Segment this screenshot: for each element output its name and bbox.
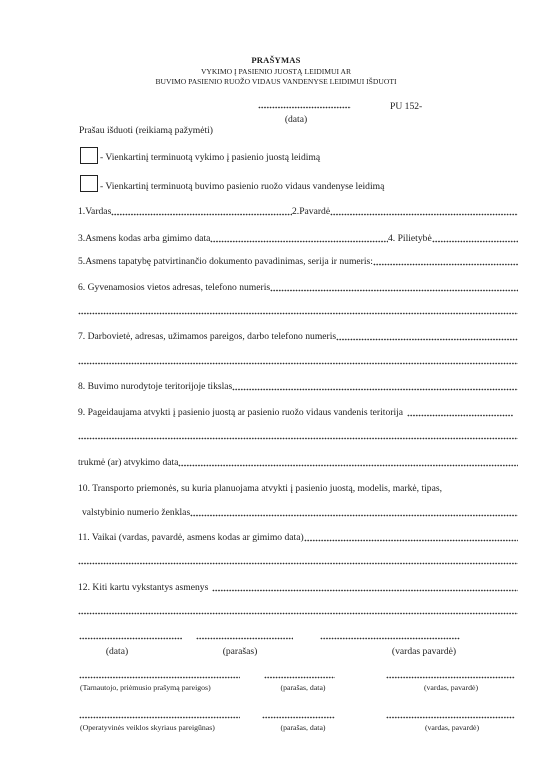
address-blank[interactable] xyxy=(270,289,518,292)
address-blank-line-2[interactable] xyxy=(78,312,518,315)
vehicle-row xyxy=(78,482,518,495)
purpose-label: 8. Buvimo nurodytoje teritorijoje tikslas xyxy=(78,381,233,392)
workplace-label: 7. Darbovietė, adresas, užimamos pareigos, darbo telefono numeris xyxy=(78,331,337,342)
workplace-row xyxy=(78,330,518,343)
children-blank[interactable] xyxy=(304,539,518,542)
applicant-name-blank[interactable] xyxy=(320,637,460,640)
vehicle-plate-label: valstybinio numerio ženklas xyxy=(82,507,191,518)
companions-blank[interactable] xyxy=(212,589,518,592)
last-name-blank[interactable] xyxy=(330,213,518,216)
form-subtitle-line-1: VYKIMO Į PASIENIO JUOSTĄ LEIDIMUI AR xyxy=(200,67,352,76)
companions-row xyxy=(78,581,518,594)
operative-position-blank[interactable] xyxy=(79,716,240,719)
identity-document-row xyxy=(78,255,518,268)
operative-position-caption: (Operatyvinės veiklos skyriaus pareigūnas) xyxy=(80,723,215,732)
vehicle-plate-blank[interactable] xyxy=(190,514,518,517)
citizenship-label: 4. Pilietybė xyxy=(388,233,432,244)
operative-signature-caption: (parašas, data) xyxy=(280,723,326,732)
duration-blank[interactable] xyxy=(178,464,518,467)
officer-signature-caption: (parašas, data) xyxy=(280,683,326,692)
form-code: PU 152- xyxy=(390,101,423,112)
operative-signature-blank[interactable] xyxy=(262,716,335,719)
operative-name-caption: (vardas, pavardė) xyxy=(424,723,480,732)
first-name-blank[interactable] xyxy=(111,213,292,216)
territory-blank-line-2[interactable] xyxy=(78,437,518,440)
companions-blank-line-2[interactable] xyxy=(78,612,518,615)
citizenship-blank[interactable] xyxy=(432,240,518,243)
children-blank-line-2[interactable] xyxy=(78,562,518,565)
header-date-caption: (data) xyxy=(284,114,308,125)
workplace-blank-line-2[interactable] xyxy=(78,362,518,365)
personal-code-label: 3.Asmens kodas arba gimimo data xyxy=(78,233,211,244)
first-name-label: 1.Vardas xyxy=(78,206,112,217)
request-intro: Prašau išduoti (reikiamą pažymėti) xyxy=(79,125,214,136)
applicant-signature-blank[interactable] xyxy=(196,637,293,640)
applicant-name-caption: (vardas pavardė) xyxy=(391,646,457,657)
officer-signature-blank[interactable] xyxy=(264,676,335,679)
purpose-blank[interactable] xyxy=(232,388,518,391)
code-citizenship-row xyxy=(78,232,518,245)
officer-name-blank[interactable] xyxy=(386,676,515,679)
officer-position-blank[interactable] xyxy=(79,676,240,679)
header-date-blank[interactable] xyxy=(258,106,351,109)
personal-code-blank[interactable] xyxy=(210,240,388,243)
option-stay-permit-checkbox[interactable] xyxy=(80,175,98,192)
vehicle-plate-row xyxy=(82,506,518,519)
duration-row xyxy=(78,456,518,469)
form-title: PRAŠYMAS xyxy=(251,55,301,65)
option-entry-permit-checkbox[interactable] xyxy=(80,147,98,164)
children-label: 11. Vaikai (vardas, pavardė, asmens kodas ar gimimo data) xyxy=(78,532,304,543)
option-entry-permit-label: - Vienkartinį terminuotą vykimo į pasienio juostą leidimą xyxy=(100,152,321,163)
purpose-row xyxy=(78,380,518,393)
territory-label: 9. Pageidaujama atvykti į pasienio juostą ar pasienio ruožo vidaus vandenis teritorija xyxy=(78,407,404,418)
vehicle-label: 10. Transporto priemonės, su kuria planuojama atvykti į pasienio juostą, modelis, markė, tipas, xyxy=(78,483,442,494)
territory-row xyxy=(78,406,513,419)
identity-document-blank[interactable] xyxy=(373,263,518,266)
children-row xyxy=(78,531,518,544)
companions-label: 12. Kiti kartu vykstantys asmenys xyxy=(78,582,209,593)
address-label: 6. Gyvenamosios vietos adresas, telefono numeris xyxy=(78,282,271,293)
duration-label: trukmė (ar) atvykimo data xyxy=(78,457,179,468)
territory-blank[interactable] xyxy=(407,414,513,417)
identity-document-label: 5.Asmens tapatybę patvirtinančio dokumento pavadinimas, serija ir numeris: xyxy=(78,256,373,267)
name-row xyxy=(78,205,518,218)
address-row xyxy=(78,281,518,294)
form-subtitle-line-2: BUVIMO PASIENIO RUOŽO VIDAUS VANDENYSE LEIDIMUI IŠDUOTI xyxy=(155,77,397,86)
officer-name-caption: (vardas, pavardė) xyxy=(423,683,479,692)
applicant-signature-caption: (parašas) xyxy=(222,646,258,657)
last-name-label: 2.Pavardė xyxy=(292,206,331,217)
option-stay-permit-label: - Vienkartinį terminuotą buvimo pasienio ruožo vidaus vandenyse leidimą xyxy=(100,181,385,192)
officer-position-caption: (Tarnautojo, priėmusio prašymą pareigos) xyxy=(80,683,211,692)
workplace-blank[interactable] xyxy=(336,338,518,341)
applicant-date-blank[interactable] xyxy=(79,637,182,640)
applicant-date-caption: (data) xyxy=(105,646,129,657)
operative-name-blank[interactable] xyxy=(386,716,515,719)
